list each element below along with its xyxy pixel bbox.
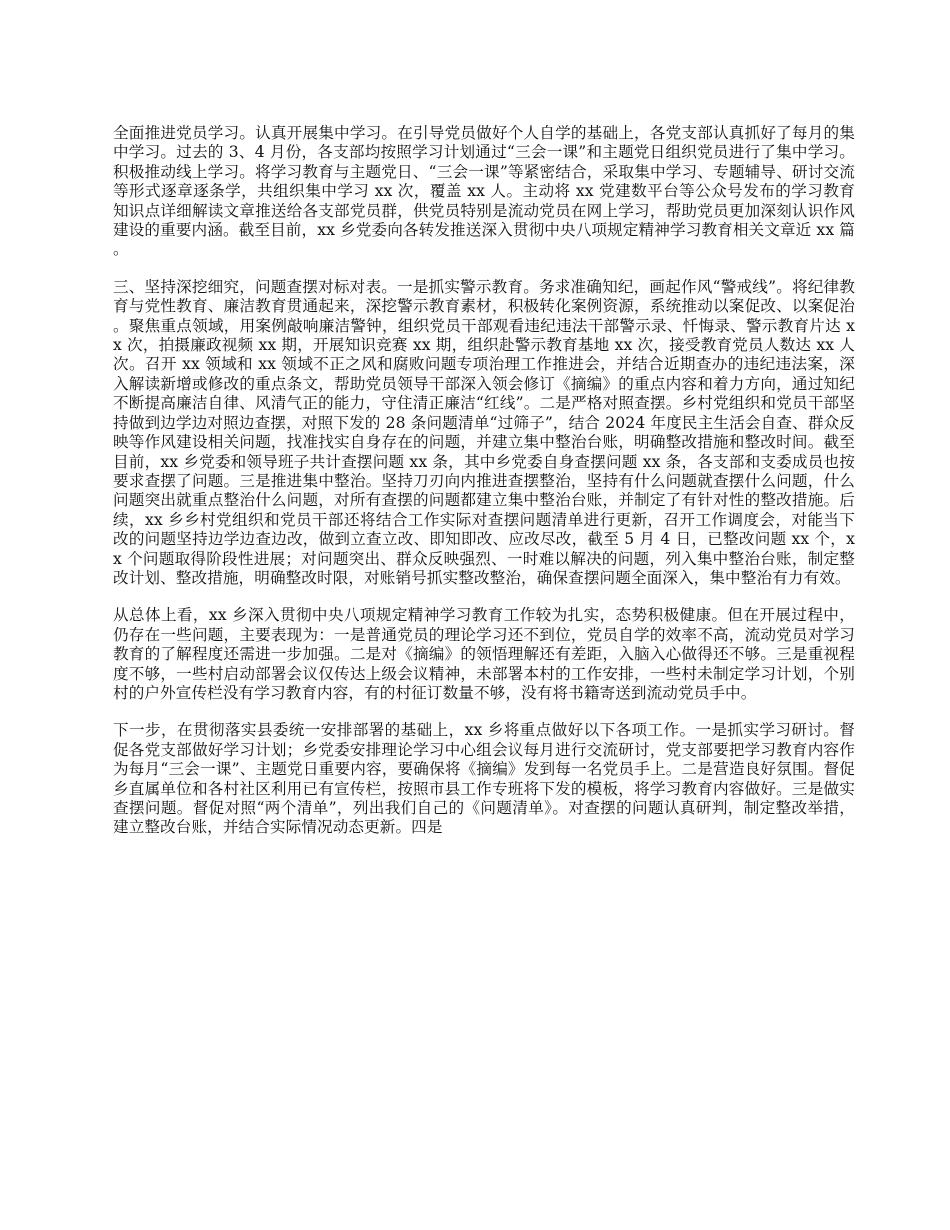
paragraph-problem-review: 三、坚持深挖细究，问题查摆对标对表。一是抓实警示教育。务求准确知纪，画起作风“警戒线”。将纪律教育与党性教育、廉洁教育贯通起来，深挖警示教育素材，积极转化案例资源，系统推动以案促改、以案促治。聚焦重点领域，用案例敲响廉洁警钟，组织党员干部观看违纪违法干部警示录、忏悔录、警示教育片达 xx 次，拍摄廉政视频 xx 期，开展知识竞赛 xx 期，组织赴警示教育基地 xx 次，接受教育党员人数达 xx 人次。召开 xx 领域和 xx 领域不正之风和腐败问题专项治理工作推进会，并结合近期查办的违纪违法案，深入解读新增或修改的重点条文，帮助党员领导干部深入领会修订《摘编》的重点内容和着力方向，通过知纪不断提高廉洁自律、风清气正的能力，守住清正廉洁“红线”。二是严格对照查摆。乡村党组织和党员干部坚持做到边学边对照边查摆，对照下发的 28 条问题清单“过筛子”，结合 2024 年度民主生活会自查、群众反映等作风建设相关问题，找准找实自身存在的问题，并建立集中整治台账，明确整改措施和整改时间。截至目前，xx 乡党委和领导班子共计查摆问题 xx 条，其中乡党委自身查摆问题 xx 条，各支部和支委成员也按要求查摆了问题。三是推进集中整治。坚持刀刃向内推进查摆整治，坚持有什么问题就查摆什么问题，什么问题突出就重点整治什么问题，对所有查摆的问题都建立集中整治台账，并制定了有针对性的整改措施。后续，xx 乡乡村党组织和党员干部还将结合工作实际对查摆问题清单进行更新，召开工作调度会，对能当下改的问题坚持边学边查边改，做到立查立改、即知即改、应改尽改，截至 5 月 4 日，已整改问题 xx 个，xx 个问题取得阶段性进展；对问题突出、群众反映强烈、一时难以解决的问题，列入集中整治台账，制定整改计划、整改措施，明确整改时限，对账销号抓实整改整治，确保查摆问题全面深入，集中整治有力有效。 <box>113 277 855 587</box>
paragraph-study: 全面推进党员学习。认真开展集中学习。在引导党员做好个人自学的基础上，各党支部认真抓好了每月的集中学习。过去的 3、4 月份，各支部均按照学习计划通过“三会一课”和主题党日组织党员进行了集中学习。积极推动线上学习。将学习教育与主题党日、“三会一课”等紧密结合，采取集中学习、专题辅导、研讨交流等形式逐章逐条学，共组织集中学习 xx 次，覆盖 xx 人。主动将 xx 党建数平台等公众号发布的学习教育知识点详细解读文章推送给各支部党员群，供党员特别是流动党员在网上学习，帮助党员更加深刻认识作风建设的重要内涵。截至目前，xx 乡党委向各转发推送深入贯彻中央八项规定精神学习教育相关文章近 xx 篇。 <box>113 124 855 259</box>
paragraph-overall-assessment: 从总体上看，xx 乡深入贯彻中央八项规定精神学习教育工作较为扎实，态势积极健康。但在开展过程中，仍存在一些问题，主要表现为：一是普通党员的理论学习还不到位，党员自学的效率不高，流动党员对学习教育的了解程度还需进一步加强。二是对《摘编》的领悟理解还有差距，入脑入心做得还不够。三是重视程度不够，一些村启动部署会议仅传达上级会议精神，未部署本村的工作安排，一些村未制定学习计划，个别村的户外宣传栏没有学习教育内容，有的村征订数量不够，没有将书籍寄送到流动党员手中。 <box>113 606 855 702</box>
paragraph-next-steps: 下一步，在贯彻落实县委统一安排部署的基础上，xx 乡将重点做好以下各项工作。一是抓实学习研讨。督促各党支部做好学习计划；乡党委安排理论学习中心组会议每月进行交流研讨，党支部要把学习教育内容作为每月“三会一课”、主题党日重要内容，要确保将《摘编》发到每一名党员手上。二是营造良好氛围。督促乡直属单位和各村社区利用已有宣传栏，按照市县工作专班将下发的模板，将学习教育内容做好。三是做实查摆问题。督促对照“两个清单”，列出我们自己的《问题清单》。对查摆的问题认真研判，制定整改举措，建立整改台账，并结合实际情况动态更新。四是 <box>113 721 855 837</box>
document-body <box>113 124 855 838</box>
